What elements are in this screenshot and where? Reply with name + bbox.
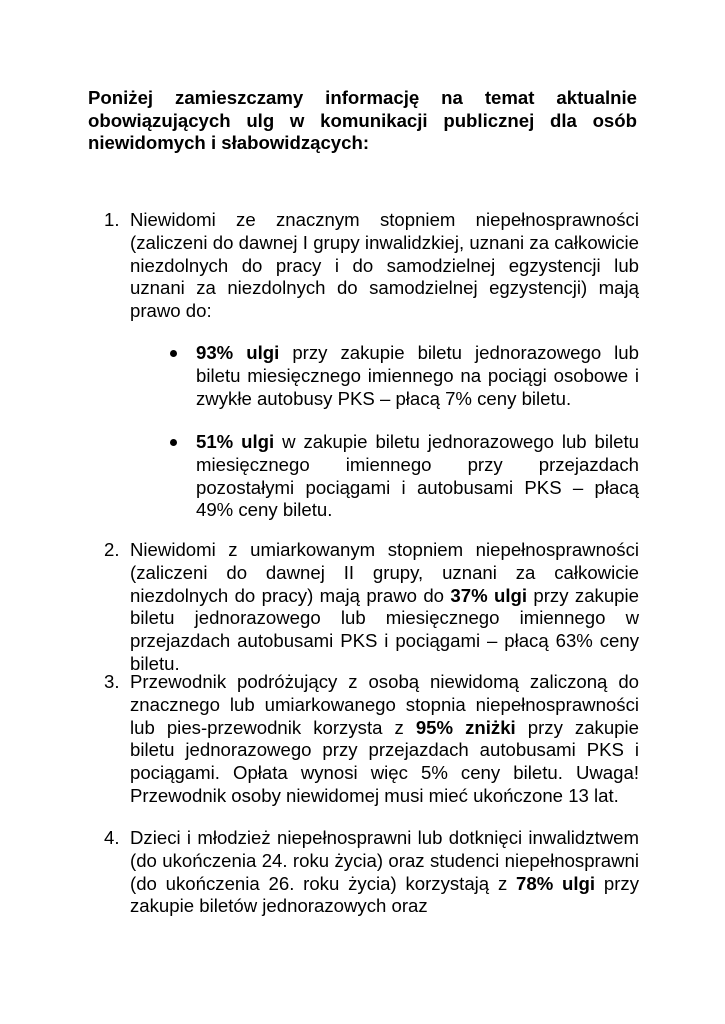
list-item-1 [104, 209, 639, 323]
item-text-before: Niewidomi z umiarkowanym stopniem niepełnosprawności (zaliczeni do dawnej II grupy, uznani za całkowicie niezdolnych do pracy) mają prawo do [130, 539, 639, 606]
item-number: 2. [104, 539, 120, 560]
item-text [130, 671, 639, 808]
list-item-2 [104, 539, 639, 676]
item-text-after: przy zakupie biletu jednorazowego przy przejazdach autobusami PKS i pociągami. Opłata wynosi więc 5% ceny biletu. Uwaga! Przewodnik osoby niewidomej musi mieć ukończone 13 lat. [130, 716, 639, 806]
item-text-bold: 78% ulgi [516, 872, 596, 894]
bullet-text [196, 342, 639, 410]
item-number: 4. [104, 827, 120, 848]
bullet-icon [170, 439, 177, 446]
bullet-item-1 [170, 342, 639, 410]
item-text-after: przy zakupie biletu jednorazowego lub miesięcznego imiennego w przejazdach autobusami PKS i pociągami – płacą 63% ceny biletu. [130, 584, 639, 674]
list-item-4 [104, 827, 639, 918]
item-text: Niewidomi ze znacznym stopniem niepełnosprawności (zaliczeni do dawnej I grupy inwalidzkiej, uznani za całkowicie niezdolnych do pracy i do samodzielnej egzystencji lub uznani za niezdolnych do samodzielnej egzystencji) mają prawo do: [130, 209, 639, 322]
bullet-bold: 51% ulgi [196, 431, 275, 452]
item-text-before: Przewodnik podróżujący z osobą niewidomą zaliczoną do znacznego lub umiarkowanego stopnia niepełnosprawności lub pies-przewodnik korzysta z [130, 671, 639, 738]
item-text-before: Dzieci i młodzież niepełnosprawni lub dotknięci inwalidztwem (do ukończenia 24. roku życia) oraz studenci niepełnosprawni (do ukończenia 26. roku życia) korzystają z [130, 827, 639, 894]
bullet-text [196, 431, 639, 522]
bullet-bold: 93% ulgi [196, 342, 280, 363]
bullet-icon [170, 350, 177, 357]
item-text-after: przy zakupie biletów jednorazowych oraz [130, 872, 640, 917]
item-number: 1. [104, 209, 120, 230]
intro-paragraph: Poniżej zamieszczamy informację na temat aktualnie obowiązujących ulg w komunikacji publicznej dla osób niewidomych i słabowidzących: [88, 87, 637, 153]
item-number: 3. [104, 671, 120, 692]
bullet-item-2 [170, 431, 639, 522]
bullet-rest: przy zakupie biletu jednorazowego lub biletu miesięcznego imiennego na pociągi osobowe i zwykłe autobusy PKS – płacą 7% ceny biletu. [196, 342, 639, 409]
item-text-bold: 37% ulgi [450, 584, 528, 606]
list-item-3 [104, 671, 639, 808]
item-text-bold: 95% zniżki [415, 716, 516, 738]
bullet-rest: w zakupie biletu jednorazowego lub biletu miesięcznego imiennego przy przejazdach pozostałymi pociągami i autobusami PKS – płacą 49% ceny biletu. [196, 431, 640, 521]
item-text [130, 827, 639, 918]
item-text [130, 539, 639, 676]
